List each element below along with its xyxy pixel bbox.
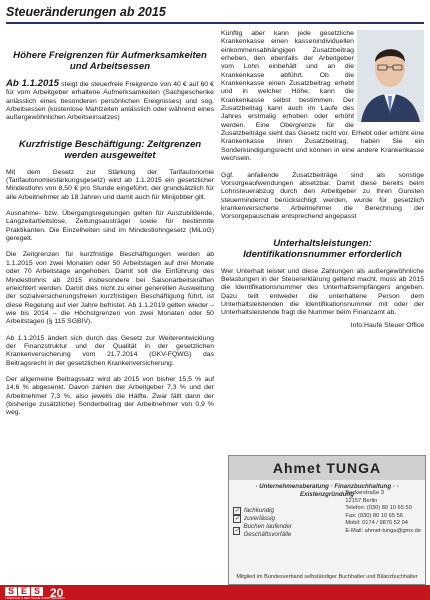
logo-subtitle: TÜRKISCH & DEUTSCHE STADTMAGAZIN: [5, 596, 65, 600]
source-credit: Info:Haufe Steuer Office: [350, 321, 424, 329]
left-column: [6, 30, 214, 426]
ses-logo: [5, 587, 44, 596]
ad-fax: Fax: (030) 80 10 65 56: [345, 512, 403, 519]
paragraph-mindestlohn: Mit dem Gesetz zur Stärkung der Tarifautonomie (Tarifautonomiestärkungsgesetz) wird ab 1.1.2015 ein gesetzlicher Mindestlohn von 8,50 € pro Stunde eingeführt, der grundsätzlich für alle Arbeitnehmer ab 18 Jahren und damit auch für Minijobber gilt.: [6, 168, 214, 201]
paragraph-gkv: Ab 1.1.2015 ändert sich durch das Gesetz zur Weiterentwicklung der Finanzstruktur und der Qualität in der gesetzlichen Krankenversicherung vom 21.7.2014 (GKV-FQWG) das Beitragsrecht in der gesetzlichen Krankenversicherung:: [6, 334, 214, 367]
paragraph-freigrenzen: [6, 80, 214, 123]
title-rule: [6, 22, 424, 24]
heading-kurzfristig: Kurzfristige Beschäftigung: Zeitgrenzen werden ausgeweitet: [18, 138, 202, 161]
heading-freigrenzen: Höhere Freigrenzen für Aufmerksamkeiten und Arbeitsessen: [13, 50, 207, 72]
paragraph-ausnahmen: Ausnahme- bzw. Übergangsregelungen gelten für Auszubildende, Langzeitarbeitslose, Zeitungsausträger sowie für bestimmte Praktikanten. Die Einzelheiten sind im Mindestlohngesetz (MiLoG) geregelt.: [6, 210, 214, 243]
ad-email: E-Mail: ahmet-tunga@gmx.de: [345, 527, 421, 534]
ad-address: [345, 490, 421, 536]
ad-phone: Telefon: (030) 80 10 65 50: [345, 505, 412, 512]
paragraph-zusatzbeitrag-text: Künftig aber kann jede gesetzliche Krankenkasse einen kassenindividuellen einkommensabhängigen Zusatzbeitrag erheben, den ebenfalls der Arbeitgeber vom Lohn einbehält und an die Krankenkasse abführt. Ob die Krankenkasse einen Zusatzbeitrag erhebt und in welcher Höhe, kann die Krankenkasse selbst bestimmen. Der Zusatzbeitrag kann auch im Laufe des Jahres erstmalig erhoben oder erhöht werden. Eine Obergrenze für die Zusatzbeiträge sieht das Gesetz nicht vor. Erhebt oder erhöht eine Krankenkasse ihren Zusatzbeitrag, haben Sie ein Sonderkündigungsrecht und können in eine andere Krankenkasse wechseln.: [221, 30, 424, 163]
ad-check-item: [229, 523, 333, 539]
heading-unterhalt: Unterhaltsleistungen: Identifikationsnummer erforderlich: [243, 237, 402, 260]
photo-spacer: [354, 30, 424, 124]
logo-letter: S: [5, 587, 17, 596]
paragraph-beitragssatz: Der allgemeine Beitragssatz wird ab 2015 von bisher 15,5 % auf 14,6 % abgesenkt. Davon zahlen der Arbeitgeber 7,3 % und der Arbeitnehmer 7,3 %, also jeweils die Hälfte. Zwar fällt dann der (bisherige zusätzliche) Sonderbeitrag der Arbeitnehmer von 0,9 % weg.: [6, 375, 214, 417]
ad-check-label: zuverlässig: [244, 515, 275, 522]
ad-mobile: Mobil: 0174 / 9876 52 04: [345, 520, 408, 527]
ad-check-label: Buchen laufender Geschäftsvorfälle: [243, 523, 292, 538]
paragraph-zeitgrenzen: Die Zeitgrenzen für kurzfristige Beschäftigungen werden ab 1.1.2015 von zwei Monaten oder 50 Arbeitstagen auf drei Monate oder 70 Arbeitstage angehoben. Damit soll die Einführung des Mindestlohns ab 2015 insbesondere bei Saisonarbeitskräften erleichtert werden. Damit dies nicht zu einer generellen Ausweitung der sozialversicherungsfreien kurzfristigen Beschäftigung führt, ist diese Regelung auf vier Jahre befristet. Ab 1.1.2019 gelten wieder – wie bis 2014 – die Höchstgrenzen von zwei Monaten oder 50 Arbeitstagen (§ 115 SGBIV).: [6, 251, 214, 326]
right-column: [221, 30, 424, 329]
paragraph-freigrenzen-body: steigt die steuerfreie Freigrenze von 40 € auf 60 € für vom Arbeitgeber erhaltene Aufmerksamkeiten (Sachgeschenke anlässlich eines besonderen persönlichen Ereignisses) und sog. Arbeitsessen (kostenlose Mahlzeiten anlässlich oder während eines außergewöhnlichen Arbeitseinsatzes): [6, 81, 214, 122]
lead-date: Ab 1.1.2015: [6, 78, 60, 89]
paragraph-vorsorge: Ggf. anfallende Zusatzbeiträge sind als sonstige Vorsorgeaufwendungen absetzbar. Damit diese bereits beim Lohnsteuerabzug durch den Arbeitgeber zu Ihren Gunsten steuermindernd berücksichtigt werden, wurde für gesetzlich krankenversicherte Arbeitnehmer die Berechnung der Vorsorgepauschale entsprechend angepasst: [221, 171, 424, 221]
advertisement: [228, 455, 426, 585]
ad-membership: Mitglied im Bundesverband selbständiger Buchhalter und Bilanzbuchhalter: [236, 574, 418, 580]
paragraph-unterhalt: Wer Unterhalt leistet und diese Zahlungen als außergewöhnliche Belastungen in der Steuererklärung geltend macht, muss ab 2015 die Identifikationsnummer des Unterhaltsempfängers angeben. Dazu teilt entweder die unterhaltene Person dem Unterhaltsleistenden die Identifikationsnummer mit oder der Unterhaltsleistende fragt die Nummer beim Finanzamt ab.: [221, 267, 424, 317]
paragraph-zusatzbeitrag: [221, 30, 424, 164]
ad-services: · Unternehmensberatung · Finanzbuchhaltung · · Existenzgründung: [255, 483, 399, 498]
ad-name: Ahmet TUNGA: [229, 456, 425, 480]
checkbox-icon: ✓: [234, 516, 240, 522]
ad-city: 12157 Berlin: [345, 497, 378, 504]
checkbox-icon: ✓: [234, 508, 240, 514]
logo-letter: S: [31, 587, 43, 596]
ad-check-label: fachkundig: [244, 507, 274, 514]
ad-street: Beckerstraße 3: [345, 490, 384, 496]
logo-letter: E: [18, 587, 30, 596]
page-title: Steueränderungen ab 2015: [6, 5, 166, 19]
checkbox-icon: ✓: [234, 528, 240, 534]
page-number: 20: [50, 586, 64, 600]
